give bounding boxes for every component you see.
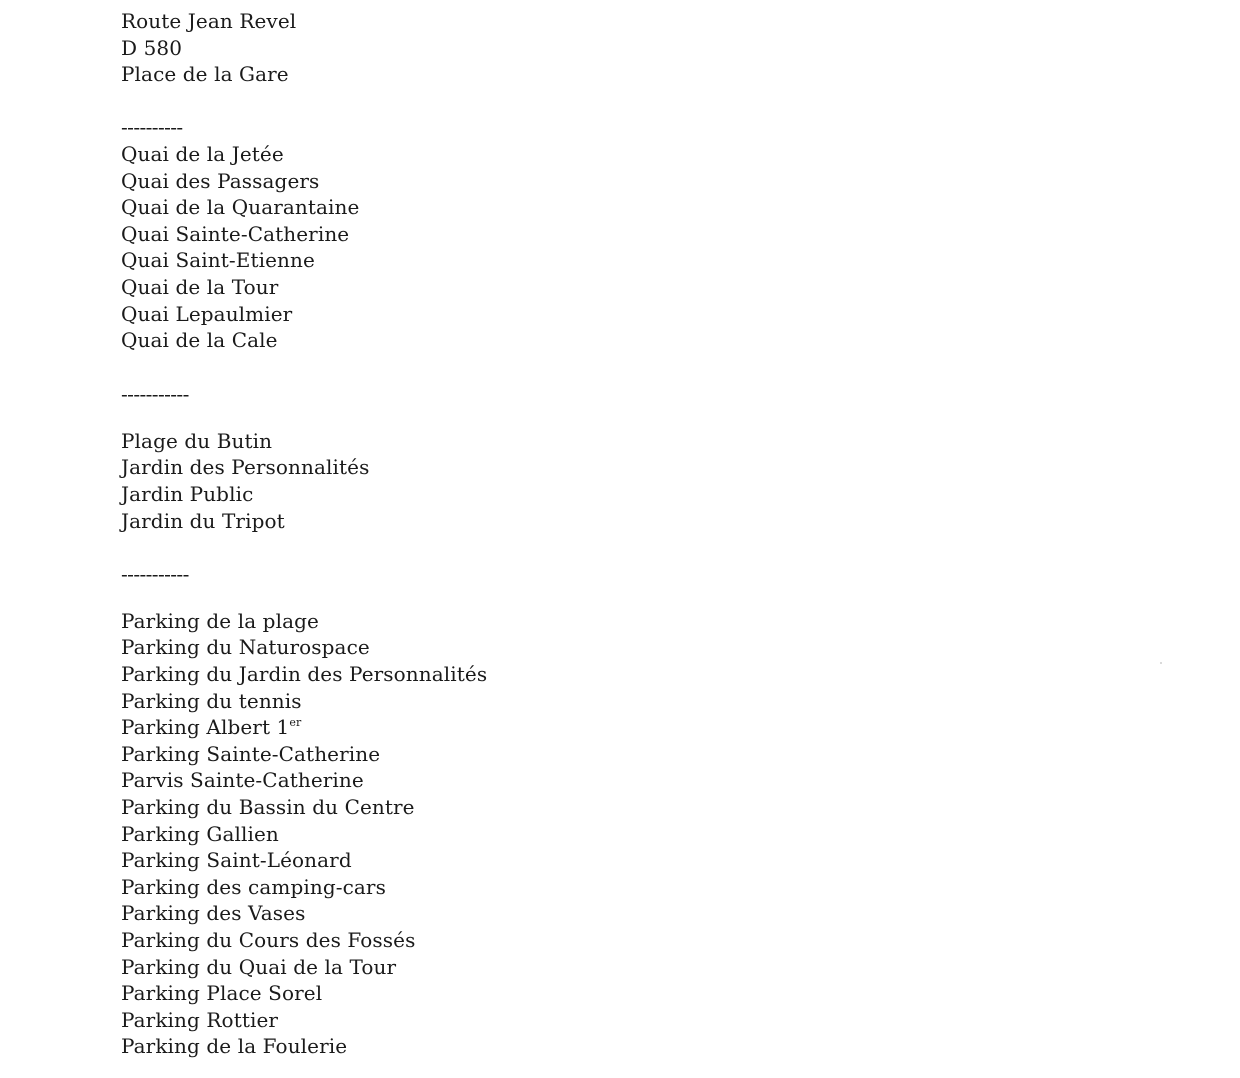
scan-speck <box>1160 662 1162 664</box>
quai-item: Quai de la Tour <box>121 275 279 299</box>
garden-item: Jardin du Tripot <box>121 509 285 533</box>
parking-item: Parking du tennis <box>121 689 302 713</box>
parking-item: Parking Rottier <box>121 1008 279 1032</box>
garden-item: Jardin des Personnalités <box>121 455 370 479</box>
quai-item: Quai des Passagers <box>121 169 320 193</box>
parking-item: Parking Place Sorel <box>121 981 323 1005</box>
separator: ----------- <box>121 562 189 586</box>
quai-item: Quai Saint-Etienne <box>121 248 315 272</box>
garden-item: Plage du Butin <box>121 429 273 453</box>
parking-item: Parking du Jardin des Personnalités <box>121 662 488 686</box>
parking-item: Parking du Naturospace <box>121 635 370 659</box>
parking-item: Parking des Vases <box>121 901 306 925</box>
quai-item: Quai de la Jetée <box>121 142 284 166</box>
street-item: D 580 <box>121 36 183 60</box>
street-item: Route Jean Revel <box>121 9 297 33</box>
separator: ----------- <box>121 382 189 406</box>
quai-item: Quai de la Cale <box>121 328 278 352</box>
parking-item: Parking Gallien <box>121 822 279 846</box>
parking-item: Parking Sainte-Catherine <box>121 742 381 766</box>
parking-item-label: Parking Albert 1 <box>121 715 290 739</box>
ordinal-suffix: er <box>289 716 302 729</box>
parking-item: Parking de la Foulerie <box>121 1034 348 1058</box>
parking-item: Parking des camping-cars <box>121 875 386 899</box>
separator: ---------- <box>121 115 183 139</box>
street-item: Place de la Gare <box>121 62 289 86</box>
parking-item: Parvis Sainte-Catherine <box>121 768 364 792</box>
parking-item: Parking de la plage <box>121 609 319 633</box>
parking-item: Parking Saint-Léonard <box>121 848 352 872</box>
parking-item: Parking du Quai de la Tour <box>121 955 397 979</box>
quai-item: Quai de la Quarantaine <box>121 195 360 219</box>
parking-item: Parking du Bassin du Centre <box>121 795 415 819</box>
quai-item: Quai Lepaulmier <box>121 302 293 326</box>
parking-item-albert <box>121 714 301 740</box>
parking-item: Parking du Cours des Fossés <box>121 928 416 952</box>
quai-item: Quai Sainte-Catherine <box>121 222 350 246</box>
garden-item: Jardin Public <box>121 482 254 506</box>
